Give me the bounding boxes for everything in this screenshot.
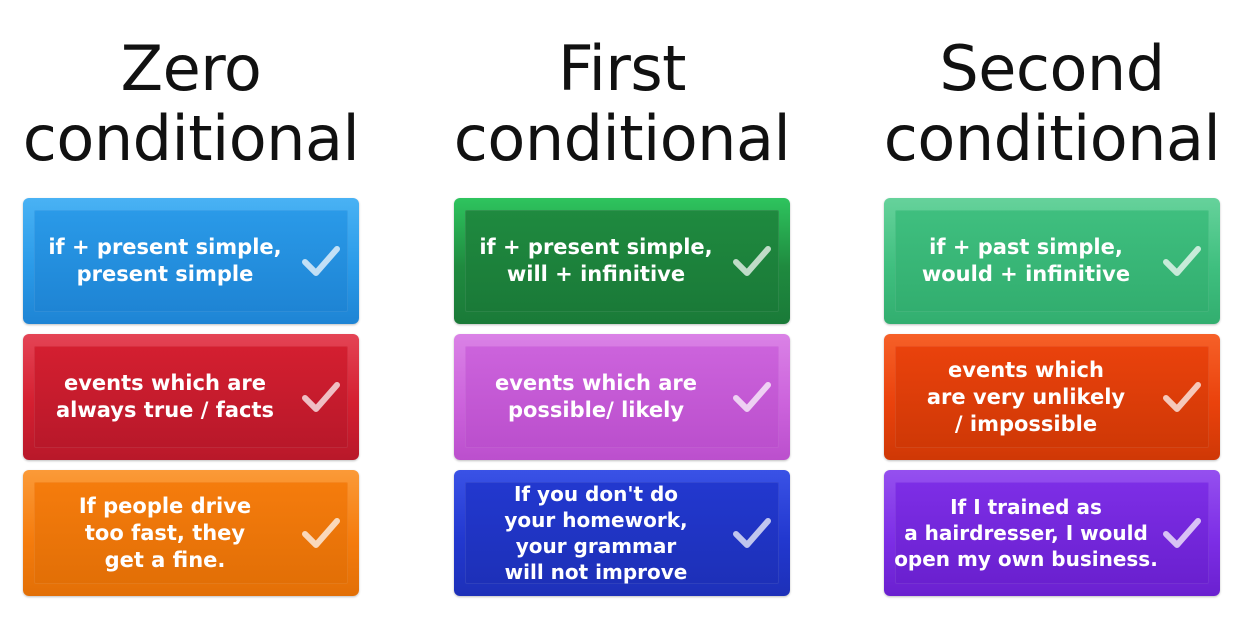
column-heading xyxy=(9,34,373,174)
check-icon xyxy=(301,514,341,552)
tile-text: If people drive too fast, they get a fine. xyxy=(78,493,252,572)
answer-tile[interactable] xyxy=(23,334,359,460)
check-icon xyxy=(1162,514,1202,552)
heading-line-1: Zero xyxy=(120,32,262,105)
answer-tile[interactable] xyxy=(884,334,1220,460)
tile-text: if + past simple, would + infinitive xyxy=(921,235,1131,286)
column-heading xyxy=(870,34,1234,174)
tile-text: events which are possible/ likely xyxy=(494,371,697,422)
check-icon xyxy=(1162,242,1202,280)
column-heading xyxy=(440,34,804,174)
answer-tile[interactable] xyxy=(454,334,790,460)
check-icon xyxy=(732,378,772,416)
check-icon xyxy=(1162,378,1202,416)
tile-text: If I trained as a hairdresser, I would open my own business. xyxy=(894,495,1158,571)
check-icon xyxy=(301,242,341,280)
answer-tile[interactable] xyxy=(884,470,1220,596)
heading-line-2: conditional xyxy=(453,102,791,175)
tile-text: if + present simple, will + infinitive xyxy=(479,235,713,286)
answer-tile[interactable] xyxy=(23,198,359,324)
check-icon xyxy=(732,242,772,280)
tile-text: events which are very unlikely / impossible xyxy=(926,357,1126,436)
answer-tile[interactable] xyxy=(23,470,359,596)
heading-line-1: First xyxy=(558,32,686,105)
answer-tile[interactable] xyxy=(884,198,1220,324)
heading-line-2: conditional xyxy=(883,102,1221,175)
tile-text: if + present simple, present simple xyxy=(48,235,282,286)
check-icon xyxy=(301,378,341,416)
answer-tile[interactable] xyxy=(454,198,790,324)
heading-line-1: Second xyxy=(939,32,1165,105)
heading-line-2: conditional xyxy=(22,102,360,175)
tile-text: If you don't do your homework, your grammar will not improve xyxy=(504,482,688,584)
check-icon xyxy=(732,514,772,552)
tile-text: events which are always true / facts xyxy=(56,371,274,422)
answer-tile[interactable] xyxy=(454,470,790,596)
